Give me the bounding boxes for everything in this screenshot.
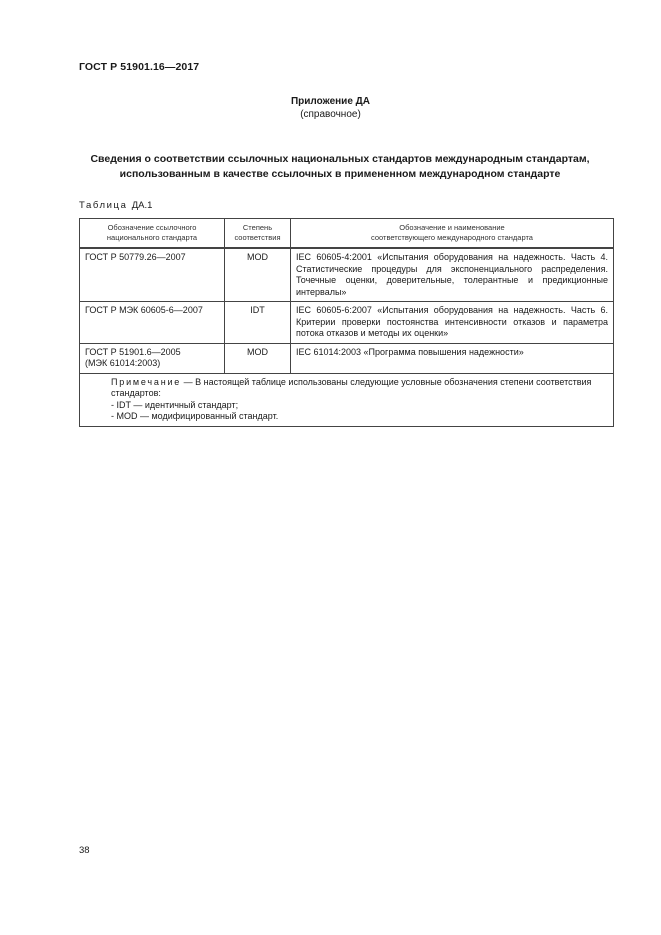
document-code: ГОСТ Р 51901.16—2017 (79, 61, 200, 73)
international-standard-cell: IEC 61014:2003 «Программа повышения надежности» (291, 343, 614, 373)
national-standard-cell (80, 302, 225, 344)
section-heading-line-2: использованным в качестве ссылочных в примененном международном стандарте (119, 168, 561, 180)
national-standard-cell (80, 248, 225, 302)
degree-cell: MOD (225, 343, 291, 373)
annex-title: Приложение ДА (290, 96, 371, 107)
page-number: 38 (79, 845, 90, 856)
column-header-line: соответствия (234, 233, 281, 242)
table-caption-label: Таблица (79, 200, 128, 211)
national-standard-code: ГОСТ Р 51901.6—2005 (85, 346, 181, 357)
column-header-line: Степень (242, 222, 273, 232)
table-note-row (80, 373, 614, 426)
international-standard-cell: IEC 60605-6:2007 «Испытания оборудования на надежность. Часть 6. Критерии проверки постоянства интенсивности отказов и параметра потока отказов и методы их оценки» (291, 302, 614, 344)
table-row (80, 343, 614, 373)
column-header-international-standard (291, 219, 614, 249)
column-header-national-standard (80, 219, 225, 249)
correspondence-table (79, 218, 614, 427)
column-header-line: Обозначение и наименование (399, 222, 505, 232)
table-caption-number: ДА.1 (131, 200, 153, 211)
note-item-mod: - MOD — модифицированный стандарт. (111, 411, 279, 421)
national-standard-code: ГОСТ Р 50779.26—2007 (85, 252, 186, 262)
international-standard-cell: IEC 60605-4:2001 «Испытания оборудования на надежность. Часть 4. Статистические процедуры для экспоненциального распределения. Точечные оценки, доверительные, толерантные и предикционные интервалы» (291, 248, 614, 302)
national-standard-cell (80, 343, 225, 373)
table-row (80, 248, 614, 302)
annex-heading (0, 95, 661, 121)
degree-cell: MOD (225, 248, 291, 302)
note-text (85, 377, 608, 400)
table-row (80, 302, 614, 344)
table-header-row (80, 219, 614, 249)
national-standard-equivalent: (МЭК 61014:2003) (85, 358, 161, 368)
degree-cell: IDT (225, 302, 291, 344)
section-heading (70, 152, 610, 182)
annex-subtitle: (справочное) (300, 109, 361, 120)
table-note (80, 373, 614, 426)
note-item-idt: - IDT — идентичный стандарт; (111, 399, 239, 410)
column-header-line: Обозначение ссылочного (107, 222, 197, 232)
note-label: Примечание (111, 376, 182, 387)
column-header-degree (225, 219, 291, 249)
column-header-line: соответствующего международного стандарта (371, 233, 533, 242)
national-standard-code: ГОСТ Р МЭК 60605-6—2007 (85, 305, 203, 315)
section-heading-line-1: Сведения о соответствии ссылочных национальных стандартов международным стандартам, (90, 153, 590, 165)
note-body: — В настоящей таблице использованы следующие условные обозначения степени соответствия стандартов: (111, 376, 592, 398)
column-header-line: национального стандарта (106, 233, 198, 242)
table-caption (79, 200, 152, 211)
